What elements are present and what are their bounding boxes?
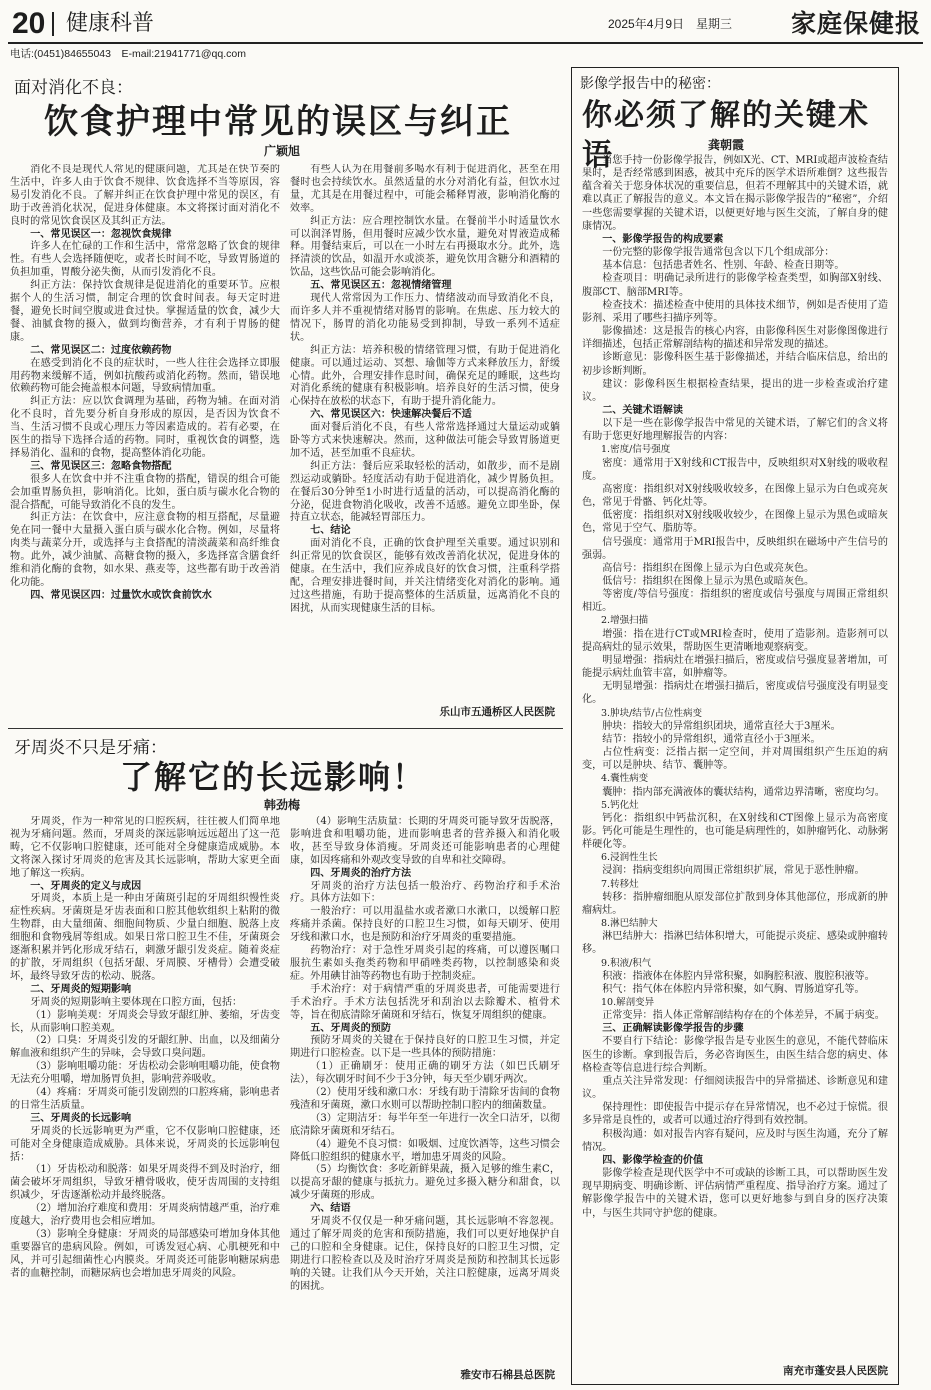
paragraph: 不要自行下结论：影像学报告是专业医生的意见，不能代替临床医生的诊断。拿到报告后，务必咨询医生，由医生结合您的病史、体格检查等信息进行综合判断。 <box>582 1036 888 1074</box>
paragraph: （3）影响咀嚼功能：牙齿松动会影响咀嚼功能，使食物无法充分咀嚼，增加肠胃负担，影响营养吸收。 <box>10 1061 280 1086</box>
paragraph: 正常变异：指人体正常解剖结构存在的个体差异，不属于病变。 <box>602 1010 885 1022</box>
paragraph: （4）疼痛：牙周炎可能引发剧烈的口腔疼痛，影响患者的日常生活质量。 <box>10 1087 280 1111</box>
paragraph: （1）影响美观：牙周炎会导致牙龈红肿、萎缩，牙齿变长，从而影响口腔美观。 <box>10 1009 280 1034</box>
section-heading: 三、常见误区三：忽略食物搭配 <box>30 460 172 472</box>
term-heading: 1.密度/信号强度 <box>601 444 671 456</box>
paragraph: 检查项目：明确记录所进行的影像学检查类型，如胸部X射线、腹部CT、脑部MRI等。 <box>582 273 888 298</box>
term-heading: 8.淋巴结肿大 <box>601 918 658 930</box>
section-heading: 二、牙周炎的短期影响 <box>30 983 132 995</box>
paragraph: 纠正方法：培养积极的情绪管理习惯，有助于促进消化健康。可以通过运动、冥想、瑜伽等方式来释放压力，舒缓心情。此外，合理安排作息时间，确保充足的睡眠，这些均对消化系统的健康有积极影响。培养良好的生活习惯，使身心保持在放松的状态下，有助于提升消化能力。 <box>290 344 560 408</box>
article-body <box>582 154 888 1354</box>
term-heading: 4.囊性病变 <box>601 773 649 785</box>
issue-date: 2025年4月9日 星期三 <box>608 17 733 31</box>
paragraph: 积极沟通：如对报告内容有疑问，应及时与医生沟通，充分了解情况。 <box>582 1128 888 1153</box>
section-heading: 六、结语 <box>310 1203 351 1215</box>
paragraph: 转移：指肿瘤细胞从原发部位扩散到身体其他部位，形成新的肿瘤病灶。 <box>582 891 888 916</box>
article-byline: 乐山市五通桥区人民医院 <box>439 706 555 718</box>
paragraph: 手术治疗：对于病情严重的牙周炎患者，可能需要进行手术治疗。手术方法包括洗牙和刮治以去除瓣术、植骨术等，旨在彻底清除牙菌斑和牙结石，恢复牙周组织的健康。 <box>290 983 560 1021</box>
paragraph: 当您手持一份影像学报告，例如X光、CT、MRI或超声波检查结果时，是否经常感到困惑，被其中充斥的医学术语所难倒？这些报告蕴含着关于您身体状况的重要信息，但若不理解其中的关键术语，就难以真正了解报告的意义。本文旨在揭示影像学报告的“秘密”，介绍一些您需要掌握的关键术语，以便更好地与医生交流，了解自身的健康情况。 <box>582 155 888 232</box>
paragraph: 建议：影像科医生根据检查结果，提出的进一步检查或治疗建议。 <box>582 378 888 403</box>
paragraph: 消化不良是现代人常见的健康问题，尤其是在快节奏的生活中，许多人由于饮食不规律、饮食选择不当等原因，容易引发消化不良。了解并纠正在饮食护理中常见的误区，有助于改善消化状况，促进身体健康。本文将探讨面对消化不良时的常见饮食误区及其纠正方法。 <box>10 164 280 227</box>
contact-line: 电话:(0451)84655043 E-mail:21941771@qq.com <box>10 48 246 60</box>
section-heading: 二、关键术语解读 <box>602 404 683 416</box>
paragraph: 预防牙周炎的关键在于保持良好的口腔卫生习惯，并定期进行口腔检查。以下是一些具体的预防措施： <box>290 1035 560 1060</box>
paragraph: 占位性病变：泛指占据一定空间，并对周围组织产生压迫的病变，可以是肿块、结节、囊肿等。 <box>582 747 888 772</box>
section-heading: 一、牙周炎的定义与成因 <box>30 880 142 892</box>
term-heading: 2.增强扫描 <box>601 615 649 627</box>
paragraph: 纠正方法：应以饮食调理为基础，药物为辅。在面对消化不良时，首先要分析自身形成的原因，是否因为饮食不当、生活习惯不良或心理压力等因素造成的。若有必要，在医生的指导下选择合适的药物。同时，重视饮食的调整，选择易消化、温和的食物，提高整体消化功能。 <box>10 396 280 459</box>
paragraph: 一份完整的影像学报告通常包含以下几个组成部分： <box>602 247 835 259</box>
article-title: 饮食护理中常见的误区与纠正 <box>44 102 512 142</box>
section-heading: 四、牙周炎的治疗方法 <box>310 867 412 879</box>
paragraph: 有些人认为在用餐前多喝水有利于促进消化，甚至在用餐时也会持续饮水。虽然适量的水分对消化有益，但饮水过量，尤其是在用餐过程中，可能会稀释胃液，影响消化酶的效率。 <box>290 164 560 214</box>
paragraph: 囊肿：指内部充满液体的囊状结构，通常边界清晰，密度均匀。 <box>602 786 885 798</box>
paragraph: （1）牙齿松动和脱落：如果牙周炎得不到及时治疗，细菌会破坏牙周组织，导致牙槽骨吸收，使牙齿周围的支持组织减少，牙齿逐渐松动并最终脱落。 <box>10 1164 280 1202</box>
paragraph: 保持理性：即使报告中提示存在异常情况，也不必过于惊慌。很多异常是良性的，或者可以通过治疗得到有效控制。 <box>582 1102 888 1127</box>
paragraph: 牙周炎的治疗方法包括一般治疗、药物治疗和手术治疗。具体方法如下： <box>290 880 560 905</box>
section-divider <box>8 728 563 729</box>
paragraph: 影像学检查是现代医学中不可或缺的诊断工具，可以帮助医生发现早期病变、明确诊断、评估病情严重程度、指导治疗方案。通过了解影像学报告中的关键术语，您可以更好地参与到自身的医疗决策中，与医生共同守护您的健康。 <box>582 1168 888 1219</box>
term-heading: 6.浸润性生长 <box>601 852 658 864</box>
paragraph: 牙周炎的短期影响主要体现在口腔方面，包括： <box>30 996 243 1008</box>
paragraph: 等密度/等信号强度：指组织的密度或信号强度与周围正常组织相近。 <box>582 589 888 614</box>
paragraph: 纠正方法：保持饮食规律是促进消化的重要环节。应根据个人的生活习惯，制定合理的饮食时间表。每天定时进餐，避免长时间空腹或进食过快。掌握适量的饮食，减少大餐、油腻食物的摄入，做到均衡营养，才有利于胃肠的健康。 <box>10 280 280 343</box>
article-digestion <box>8 64 563 726</box>
article-author: 广颖旭 <box>264 144 301 158</box>
article-kicker: 影像学报告中的秘密： <box>580 76 720 92</box>
paragraph: 很多人在饮食中并不注重食物的搭配，错误的组合可能会加重胃肠负担，影响消化。比如，蛋白质与碳水化合物的混合搭配，可能导致消化不良的发生。 <box>10 473 280 511</box>
paragraph: 牙周炎不仅仅是一种牙痛问题，其长远影响不容忽视。通过了解牙周炎的危害和预防措施，我们可以更好地保护自己的口腔和全身健康。记住，保持良好的口腔卫生习惯，定期进行口腔检查以及及时治疗牙周炎是预防和控制其长远影响的关键。让我们从今天开始，关注口腔健康，远离牙周炎的困扰。 <box>290 1216 560 1292</box>
paragraph: （4）影响生活质量：长期的牙周炎可能导致牙齿脱落，影响进食和咀嚼功能，进而影响患者的营养摄入和消化吸收，甚至导致身体消瘦。牙周炎还可能影响患者的心理健康，如因疼痛和外观改变导致的自卑和社交障碍。 <box>290 816 560 866</box>
term-heading: 5.钙化灶 <box>601 799 639 811</box>
paragraph: （5）均衡饮食：多吃新鲜果蔬，摄入足够的维生素C，以提高牙龈的健康与抵抗力。避免过多摄入糖分和甜食，以减少牙菌斑的形成。 <box>290 1164 560 1202</box>
newspaper-name: 家庭保健报 <box>790 9 921 38</box>
paragraph: 淋巴结肿大：指淋巴结体积增大，可能提示炎症、感染或肿瘤转移。 <box>582 931 888 956</box>
section-heading: 五、常见误区五：忽视情绪管理 <box>310 280 452 292</box>
paragraph: 信号强度：通常用于MRI报告中，反映组织在磁场中产生信号的强弱。 <box>582 536 888 561</box>
article-byline: 南充市蓬安县人民医院 <box>783 1365 888 1377</box>
paragraph: 纠正方法：在饮食中，应注意食物的相互搭配，尽量避免在同一餐中大量摄入蛋白质与碳水化合物。例如，尽量将肉类与蔬菜分开，或选择与主食搭配的清淡蔬菜和高纤维食物。此外，减少油腻、高糖食物的摄入，多选择富含膳食纤维和消化酶的食物，如水果、燕麦等，这些都有助于改善消化功能。 <box>10 512 280 588</box>
paragraph: 明显增强：指病灶在增强扫描后，密度或信号强度显著增加，可能提示病灶血管丰富，如肿瘤等。 <box>582 654 888 680</box>
masthead <box>8 6 923 44</box>
paragraph: 检查技术：描述检查中使用的具体技术细节，例如是否使用了造影剂、采用了哪些扫描序列等。 <box>582 299 888 324</box>
paragraph: 诊断意见：影像科医生基于影像描述，并结合临床信息，给出的初步诊断判断。 <box>582 352 888 377</box>
paragraph: 肿块：指较大的异常组织团块，通常直径大于3厘米。 <box>602 720 841 732</box>
paragraph: 钙化：指组织中钙盐沉积，在X射线和CT图像上显示为高密度影。钙化可能是生理性的，也可能是病理性的，如肿瘤钙化、动脉粥样硬化等。 <box>582 812 888 851</box>
section-heading: 三、正确解读影像学报告的步骤 <box>602 1023 744 1035</box>
article-title: 你必须了解的关键术语 <box>582 98 870 173</box>
paragraph: （4）避免不良习惯：如吸烟、过度饮酒等，这些习惯会降低口腔组织的健康水平，增加患牙周炎的风险。 <box>290 1138 560 1163</box>
paragraph: 积液：指液体在体腔内异常积聚，如胸腔积液、腹腔积液等。 <box>602 970 875 982</box>
section-heading: 一、影像学报告的构成要素 <box>602 233 724 245</box>
paragraph: 面对餐后消化不良，有些人常常选择通过大量运动或躺卧等方式来快速解决。然而，这种做法可能会导致胃肠道更加不适，甚至加重不良症状。 <box>290 422 560 459</box>
paragraph: 重点关注异常发现：仔细阅读报告中的异常描述、诊断意见和建议。 <box>582 1075 888 1101</box>
paragraph: 浸润：指病变组织向周围正常组织扩展，常见于恶性肿瘤。 <box>602 865 865 877</box>
section-heading: 六、常见误区六：快速解决餐后不适 <box>310 409 472 421</box>
paragraph: 牙周炎，作为一种常见的口腔疾病，往往被人们简单地视为牙痛问题。然而，牙周炎的深远影响远远超出了这一范畴，它不仅影响口腔健康，还可能对全身健康造成威胁。本文将深入探讨牙周炎的危害及其长远影响，帮助大家更全面地了解这一疾病。 <box>10 816 280 879</box>
paragraph: 基本信息：包括患者姓名、性别、年龄、检查日期等。 <box>602 260 845 272</box>
paragraph: 纠正方法：应合理控制饮水量。在餐前半小时适量饮水可以润泽胃肠，但用餐时应减少饮水量，避免对胃液造成稀释。用餐结束后，可以在一小时左右再摄取水分。此外，选择清淡的饮品，如温开水或淡茶，避免饮用含糖分和酒精的饮品，这些饮品可能会影响消化。 <box>290 215 560 279</box>
article-body <box>10 816 560 1368</box>
article-body <box>10 164 560 706</box>
paragraph: 牙周炎的长远影响更为严重，它不仅影响口腔健康，还可能对全身健康造成威胁。具体来说，牙周炎的长远影响包括： <box>10 1125 280 1163</box>
article-kicker: 牙周炎不只是牙痛： <box>14 738 167 758</box>
article-imaging <box>571 67 899 1385</box>
paragraph: （3）定期洁牙：每半年至一年进行一次全口洁牙，以彻底清除牙菌斑和牙结石。 <box>290 1112 560 1137</box>
section-heading: 二、常见误区二：过度依赖药物 <box>30 344 172 356</box>
term-heading: 10.解剖变异 <box>601 997 655 1008</box>
section-name: 健康科普 <box>66 11 155 36</box>
masthead-divider <box>52 12 54 36</box>
paragraph: （2）使用牙线和漱口水：牙线有助于清除牙齿间的食物残渣和牙菌斑，漱口水则可以帮助控制口腔内的细菌数量。 <box>290 1087 560 1111</box>
paragraph: 结节：指较小的异常组织，通常直径小于3厘米。 <box>602 733 821 745</box>
term-heading: 7.转移灶 <box>601 878 639 890</box>
section-heading: 三、牙周炎的长远影响 <box>30 1112 132 1124</box>
article-author: 龚朝霞 <box>708 138 745 152</box>
paragraph: 高密度：指组织对X射线吸收较多，在图像上显示为白色或亮灰色，常见于骨骼、钙化灶等。 <box>582 483 888 509</box>
paragraph: 无明显增强：指病灶在增强扫描后，密度或信号强度没有明显变化。 <box>582 681 888 706</box>
section-heading: 五、牙周炎的预防 <box>310 1022 391 1034</box>
paragraph: 面对消化不良，正确的饮食护理至关重要。通过识别和纠正常见的饮食误区，能够有效改善消化状况，促进身体的健康。在生活中，我们应养成良好的饮食习惯，注重科学搭配，合理安排进餐时间，并关注情绪变化对消化的影响。通过这些措施，有助于提高整体的生活质量，远离消化不良的困扰，从而实现健康生活的目标。 <box>290 538 560 614</box>
paragraph: （2）增加治疗难度和费用：牙周炎病情越严重，治疗难度越大，治疗费用也会相应增加。 <box>10 1203 280 1228</box>
paragraph: （3）影响全身健康：牙周炎的局部感染可增加身体其他重要器官的患病风险。例如，可诱发冠心病、心肌梗死和中风，并可引起细菌性心内膜炎。牙周炎还可能影响糖尿病患者的血糖控制，而糖尿病也会增加患牙周炎的风险。 <box>10 1229 280 1279</box>
article-author: 韩劲梅 <box>264 798 301 812</box>
section-heading: 四、影像学检查的价值 <box>602 1154 704 1166</box>
paragraph: 高信号：指组织在图像上显示为白色或亮灰色。 <box>602 562 815 574</box>
paragraph: 以下是一些在影像学报告中常见的关键术语，了解它们的含义将有助于您更好地理解报告的内容： <box>582 418 888 443</box>
paragraph: 药物治疗：对于急性牙周炎引起的疼痛，可以遵医嘱口服抗生素如头孢类药物和甲硝唑类药物，以控制感染和炎症。外用碘甘油等药物也有助于控制炎症。 <box>290 945 560 982</box>
paragraph: 密度：通常用于X射线和CT报告中，反映组织对X射线的吸收程度。 <box>582 457 888 482</box>
section-heading: 四、常见误区四：过量饮水或饮食前饮水 <box>30 589 212 601</box>
term-heading: 3.肿块/结节/占位性病变 <box>601 707 702 719</box>
paragraph: 在感受到消化不良的症状时，一些人往往会选择立即服用药物来缓解不适，例如抗酸药或消化药物。然而，错误地依赖药物可能会掩盖根本问题，导致病情加重。 <box>10 357 280 395</box>
paragraph: 牙周炎，本质上是一种由牙菌斑引起的牙周组织慢性炎症性疾病。牙菌斑是牙齿表面和口腔其他软组织上粘附的微生物群，由大量细菌、细胞间物质、少量白细胞、脱落上皮细胞和食物残屑等组成。如果日常口腔卫生不佳，牙菌斑会逐渐积累并钙化形成牙结石，刺激牙龈引发炎症。随着炎症的扩散，牙周组织（包括牙龈、牙周膜、牙槽骨）会遭受破坏，最终导致牙齿的松动、脱落。 <box>10 893 280 982</box>
paragraph: 低密度：指组织对X射线吸收较少，在图像上显示为黑色或暗灰色，常见于空气、脂肪等。 <box>582 510 888 535</box>
page-number: 20 <box>12 7 46 40</box>
paragraph: （1）正确刷牙：使用正确的刷牙方法（如巴氏刷牙法），每次刷牙时间不少于3分钟，每天至少刷牙两次。 <box>290 1061 560 1086</box>
term-heading: 9.积液/积气 <box>601 957 652 969</box>
paragraph: 一般治疗：可以用温盐水或者漱口水漱口，以缓解口腔疼痛并杀菌。保持良好的口腔卫生习惯，如每天刷牙、使用牙线和漱口水，也是预防和治疗牙周炎的重要措施。 <box>290 906 560 944</box>
article-title: 了解它的长远影响！ <box>120 758 427 796</box>
section-heading: 七、结论 <box>310 525 351 537</box>
paragraph: （2）口臭：牙周炎引发的牙龈红肿、出血，以及细菌分解血液和组织产生的异味，会导致口臭问题。 <box>10 1035 280 1060</box>
paragraph: 积气：指气体在体腔内异常积聚，如气胸、胃肠道穿孔等。 <box>602 983 865 995</box>
section-heading: 一、常见误区一：忽视饮食规律 <box>30 228 172 240</box>
paragraph: 低信号：指组织在图像上显示为黑色或暗灰色。 <box>602 576 815 587</box>
article-kicker: 面对消化不良： <box>14 78 133 98</box>
paragraph: 影像描述：这是报告的核心内容，由影像科医生对影像图像进行详细描述，包括正常解剖结构的描述和异常发现的描述。 <box>582 326 888 351</box>
paragraph: 现代人常常因为工作压力、情绪波动而导致消化不良，而许多人并不重视情绪对肠胃的影响。在焦虑、压力较大的情况下，肠胃的消化功能易受到抑制，导致一系列不适症状。 <box>290 293 560 343</box>
paragraph: 增强：指在进行CT或MRI检查时，使用了造影剂。造影剂可以提高病灶的显示效果，帮助医生更清晰地观察病变。 <box>582 628 888 653</box>
article-periodontitis <box>8 732 563 1384</box>
article-byline: 雅安市石棉县总医院 <box>460 1369 555 1381</box>
paragraph: 纠正方法：餐后应采取轻松的活动，如散步，而不是剧烈运动或躺卧。轻度活动有助于促进消化，减少胃肠负担。在餐后30分钟至1小时进行适量的活动，可以提高消化酶的分泌，促进食物消化吸收，改善不适感。避免立即坐卧，保持直立状态，能减轻胃部压力。 <box>290 460 560 524</box>
paragraph: 许多人在忙碌的工作和生活中，常常忽略了饮食的规律性。有些人会选择随便吃，或者长时间不吃，导致胃肠道的负担加重，胃酸分泌失衡，从而引发消化不良。 <box>10 241 280 279</box>
